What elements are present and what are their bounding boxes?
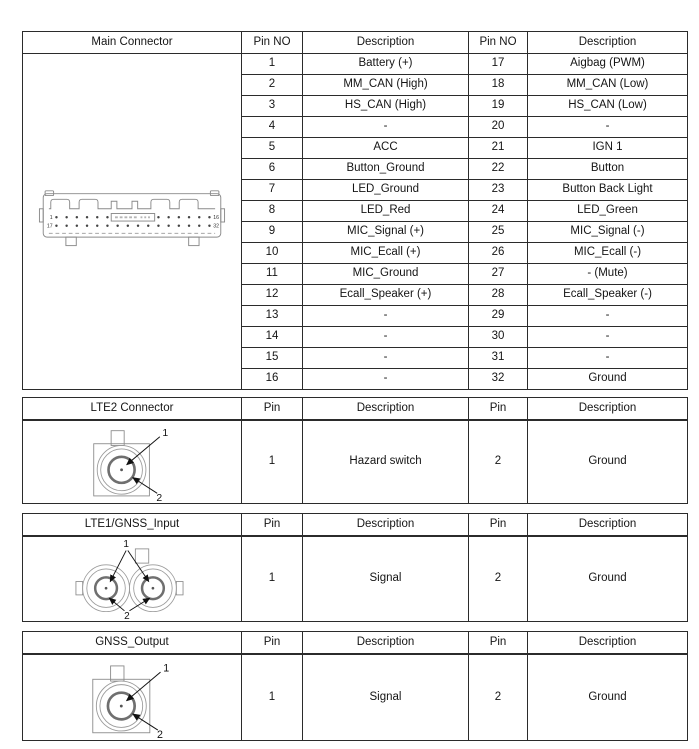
pin-cell: 16 [242, 369, 303, 390]
pin-cell: 20 [469, 117, 528, 138]
column-header-description-right: Description [528, 32, 688, 54]
header-row [23, 32, 688, 54]
main-connector-diagram [37, 188, 227, 256]
column-header-description-right: Description [528, 514, 688, 537]
description-cell: - [528, 306, 688, 327]
description-cell: Ground [528, 420, 688, 504]
column-header-pin-left: Pin NO [242, 32, 303, 54]
description-cell: Ground [528, 654, 688, 741]
description-cell: IGN 1 [528, 138, 688, 159]
description-cell: Signal [303, 654, 469, 741]
pin-cell: 4 [242, 117, 303, 138]
pin-cell: 22 [469, 159, 528, 180]
pin-cell: 28 [469, 285, 528, 306]
description-cell: - [303, 348, 469, 369]
column-header-pin-right: Pin [469, 632, 528, 655]
pin-number-label: 1 [49, 214, 53, 221]
description-cell: Ground [528, 369, 688, 390]
column-header-description-right: Description [528, 632, 688, 655]
pin-cell: 11 [242, 264, 303, 285]
table-title: Main Connector [23, 32, 242, 54]
center-pin-dot [120, 468, 123, 471]
header-row [23, 514, 688, 537]
column-header-description-left: Description [303, 398, 469, 421]
description-cell: Signal [303, 536, 469, 622]
callout-label-1: 1 [162, 427, 169, 439]
pin-cell: 7 [242, 180, 303, 201]
center-pin-dot [120, 704, 123, 707]
pin-cell: 30 [469, 327, 528, 348]
column-header-pin-left: Pin [242, 632, 303, 655]
table-title: LTE1/GNSS_Input [23, 514, 242, 537]
pin-number-label: 17 [46, 223, 53, 230]
pin-cell: 24 [469, 201, 528, 222]
description-cell: - [303, 306, 469, 327]
dual-coax-connector-diagram [48, 538, 216, 620]
pin-cell: 29 [469, 306, 528, 327]
column-header-pin-right: Pin [469, 398, 528, 421]
header-row [23, 632, 688, 655]
column-header-description-left: Description [303, 514, 469, 537]
pin-cell: 26 [469, 243, 528, 264]
description-cell: Button Back Light [528, 180, 688, 201]
callout-label-2: 2 [156, 728, 163, 739]
lte1-gnss-input-diagram-cell [23, 536, 242, 622]
description-cell: Ecall_Speaker (+) [303, 285, 469, 306]
pin-cell: 8 [242, 201, 303, 222]
description-cell: MM_CAN (High) [303, 75, 469, 96]
description-cell: MIC_Ecall (-) [528, 243, 688, 264]
pin-cell: 13 [242, 306, 303, 327]
pin-cell: 1 [242, 420, 303, 504]
pin-cell: 1 [242, 654, 303, 741]
pin-cell: 12 [242, 285, 303, 306]
pin-cell: 10 [242, 243, 303, 264]
lte1-gnss-input-table [22, 513, 688, 622]
pin-cell: 18 [469, 75, 528, 96]
description-cell: MIC_Ground [303, 264, 469, 285]
lte2-connector-table [22, 397, 688, 504]
table-row [23, 536, 688, 622]
description-cell: Button [528, 159, 688, 180]
callout-label-1: 1 [163, 661, 170, 674]
description-cell: Aigbag (PWM) [528, 54, 688, 75]
pin-cell: 17 [469, 54, 528, 75]
pin-number-label: 16 [213, 214, 220, 221]
table-row [23, 420, 688, 504]
main-connector-table [22, 31, 688, 390]
pin-cell: 32 [469, 369, 528, 390]
callout-arrow-1 [127, 672, 161, 701]
coax-connector-diagram [67, 422, 197, 502]
description-cell: MIC_Signal (-) [528, 222, 688, 243]
description-cell: - [303, 369, 469, 390]
pin-cell: 2 [469, 420, 528, 504]
header-row [23, 398, 688, 421]
column-header-pin-left: Pin [242, 514, 303, 537]
description-cell: LED_Ground [303, 180, 469, 201]
description-cell: MM_CAN (Low) [528, 75, 688, 96]
part-number-box [111, 213, 154, 221]
description-cell: - [303, 327, 469, 348]
description-cell: HS_CAN (Low) [528, 96, 688, 117]
description-cell: - (Mute) [528, 264, 688, 285]
description-cell: HS_CAN (High) [303, 96, 469, 117]
callout-arrow-1 [127, 437, 160, 465]
description-cell: - [528, 117, 688, 138]
callout-label-1: 1 [123, 539, 129, 551]
pin-cell: 27 [469, 264, 528, 285]
coax-connector-diagram [67, 657, 197, 739]
description-cell: - [303, 117, 469, 138]
pin-cell: 19 [469, 96, 528, 117]
pin-cell: 5 [242, 138, 303, 159]
pin-cell: 21 [469, 138, 528, 159]
pin-cell: 1 [242, 54, 303, 75]
description-cell: ACC [303, 138, 469, 159]
callout-arrow-2 [133, 478, 157, 494]
pin-cell: 23 [469, 180, 528, 201]
gnss-output-diagram-cell [23, 654, 242, 741]
pin-cell: 2 [469, 654, 528, 741]
description-cell: Ecall_Speaker (-) [528, 285, 688, 306]
description-cell: - [528, 348, 688, 369]
callout-arrow-2 [133, 714, 158, 730]
table-row [23, 654, 688, 741]
column-header-description-right: Description [528, 398, 688, 421]
description-cell: Button_Ground [303, 159, 469, 180]
description-cell: Battery (+) [303, 54, 469, 75]
pin-cell: 2 [242, 75, 303, 96]
column-header-pin-right: Pin [469, 514, 528, 537]
column-header-description-left: Description [303, 632, 469, 655]
gnss-output-table [22, 631, 688, 741]
center-pin-dot [152, 587, 155, 590]
description-cell: Ground [528, 536, 688, 622]
main-connector-diagram-cell [23, 54, 242, 390]
column-header-description-left: Description [303, 32, 469, 54]
description-cell: - [528, 327, 688, 348]
column-header-pin-right: Pin NO [469, 32, 528, 54]
description-cell: Hazard switch [303, 420, 469, 504]
lte2-connector-diagram-cell [23, 420, 242, 504]
column-header-pin-left: Pin [242, 398, 303, 421]
description-cell: MIC_Ecall (+) [303, 243, 469, 264]
pin-cell: 31 [469, 348, 528, 369]
table-title: LTE2 Connector [23, 398, 242, 421]
pin-cell: 25 [469, 222, 528, 243]
pin-cell: 6 [242, 159, 303, 180]
pin-cell: 15 [242, 348, 303, 369]
description-cell: MIC_Signal (+) [303, 222, 469, 243]
callout-label-2: 2 [156, 493, 163, 502]
pin-cell: 1 [242, 536, 303, 622]
callout-label-2: 2 [124, 611, 130, 620]
table-title: GNSS_Output [23, 632, 242, 655]
description-cell: LED_Green [528, 201, 688, 222]
center-pin-dot [105, 587, 108, 590]
table-row [23, 54, 688, 75]
pin-cell: 14 [242, 327, 303, 348]
pin-cell: 3 [242, 96, 303, 117]
pin-number-label: 32 [213, 223, 220, 230]
description-cell: LED_Red [303, 201, 469, 222]
pin-cell: 2 [469, 536, 528, 622]
pin-cell: 9 [242, 222, 303, 243]
